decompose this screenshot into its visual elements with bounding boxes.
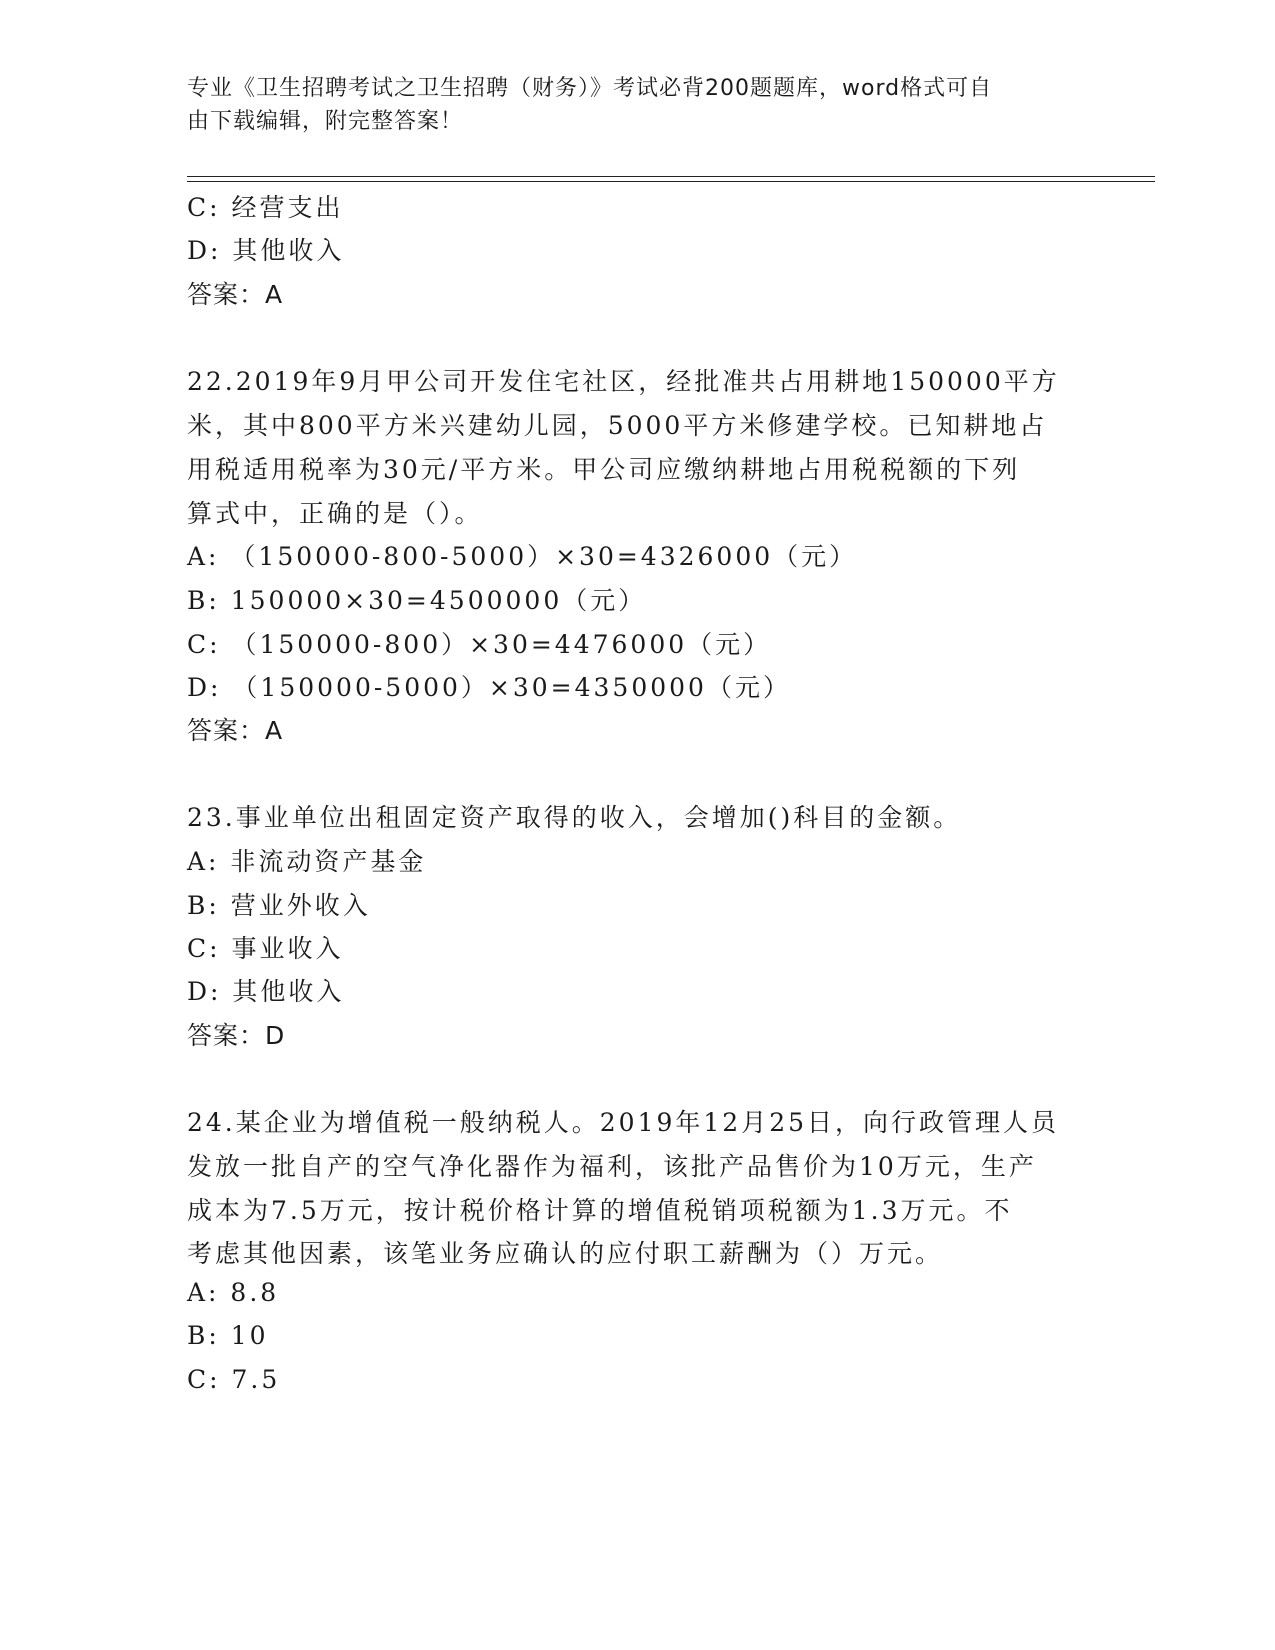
q24-stem-line-3: 成本为7.5万元，按计税价格计算的增值税销项税额为1.3万元。不	[187, 1196, 1013, 1225]
header-line-2: 由下载编辑，附完整答案！	[187, 109, 464, 134]
q22-option-b: B: 150000×30=4500000（元）	[187, 586, 647, 615]
q23-option-d: D: 其他收入	[187, 977, 345, 1006]
q22-option-c: C: （150000-800）×30=4476000（元）	[187, 630, 772, 659]
q22-stem-line-3: 用税适用税率为30元/平方米。甲公司应缴纳耕地占用税税额的下列	[187, 455, 1021, 484]
q21-answer: 答案：A	[187, 280, 284, 309]
q24-stem-line-2: 发放一批自产的空气净化器作为福利，该批产品售价为10万元，生产	[187, 1152, 1037, 1181]
q23-option-a: A: 非流动资产基金	[187, 847, 427, 876]
header-divider-top	[187, 176, 1155, 177]
q24-option-a: A: 8.8	[187, 1278, 280, 1307]
document-header	[187, 72, 1067, 138]
q23-option-c: C: 事业收入	[187, 934, 344, 963]
q24-option-c: C: 7.5	[187, 1365, 281, 1394]
q21-option-c: C: 经营支出	[187, 193, 344, 222]
q24-option-b: B: 10	[187, 1321, 269, 1350]
q21-option-d: D: 其他收入	[187, 236, 345, 265]
q22-stem-line-2: 米，其中800平方米兴建幼儿园，5000平方米修建学校。已知耕地占	[187, 411, 1048, 440]
q22-stem-line-1: 22.2019年9月甲公司开发住宅社区，经批准共占用耕地150000平方	[187, 367, 1060, 396]
q22-option-d: D: （150000-5000）×30=4350000（元）	[187, 673, 791, 702]
q24-stem-line-4: 考虑其他因素，该笔业务应确认的应付职工薪酬为（）万元。	[187, 1239, 944, 1268]
q24-stem-line-1: 24.某企业为增值税一般纳税人。2019年12月25日，向行政管理人员	[187, 1108, 1060, 1137]
q22-option-a: A: （150000-800-5000）×30=4326000（元）	[187, 542, 858, 571]
q23-answer: 答案：D	[187, 1021, 286, 1050]
header-divider-bottom	[187, 181, 1155, 182]
q23-stem: 23.事业单位出租固定资产取得的收入，会增加()科目的金额。	[187, 803, 962, 832]
q22-stem-line-4: 算式中，正确的是（）。	[187, 499, 483, 528]
q22-answer: 答案：A	[187, 716, 284, 745]
header-line-1: 专业《卫生招聘考试之卫生招聘（财务）》考试必背200题题库，word格式可自	[187, 76, 993, 101]
q23-option-b: B: 营业外收入	[187, 891, 371, 920]
